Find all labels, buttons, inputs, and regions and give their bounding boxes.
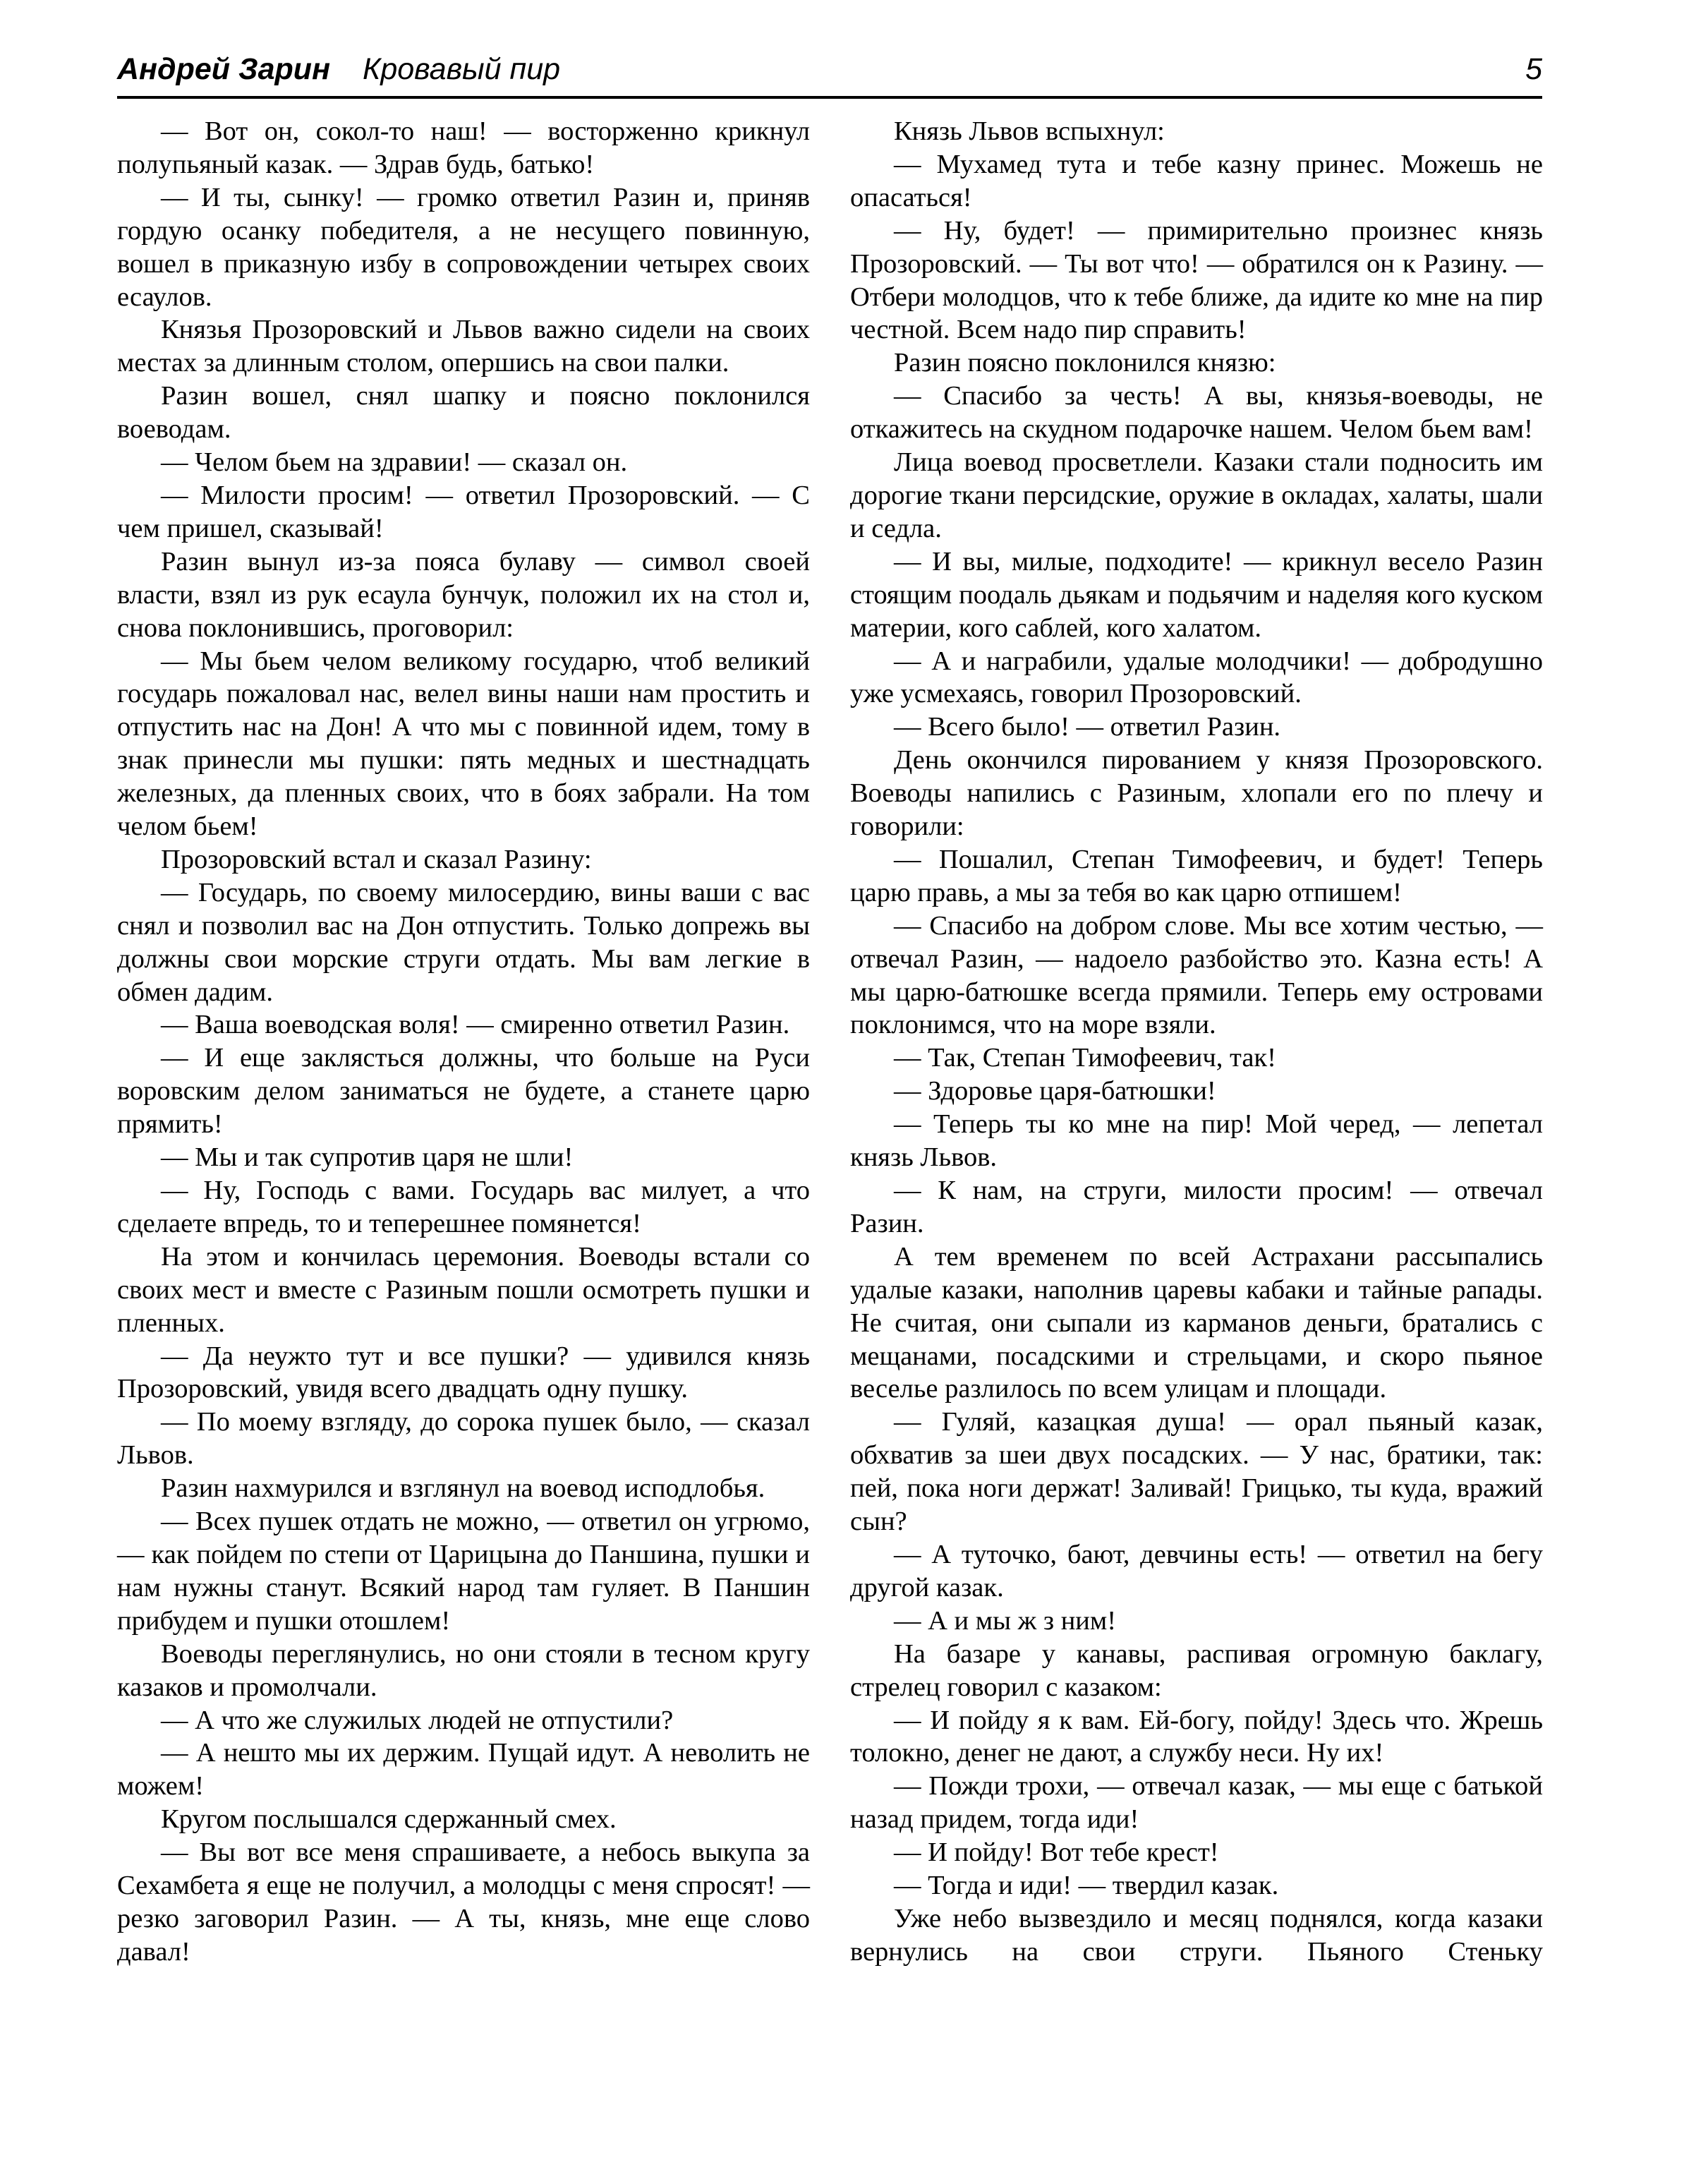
paragraph: — По моему взгляду, до сорока пушек было, — сказал Львов. [117, 1407, 810, 1471]
paragraph: — И вы, милые, подходите! — крикнул весело Разин стоящим поодаль дьякам и подьячим и наделяя кого куском материи, кого саблей, кого халатом. [850, 546, 1543, 643]
paragraph: — Вы вот все меня спрашиваете, а небось выкупа за Сехамбета я еще не получил, а молодцы с меня спросят! — резко заговорил Разин. — А ты, князь, мне еще слово давал! [117, 1837, 810, 1967]
text-column-left [117, 115, 810, 1969]
paragraph: Прозоровский встал и сказал Разину: [161, 844, 592, 874]
paragraph: — А и награбили, удалые молодчики! — добродушно уже усмехаясь, говорил Прозоровский. [850, 646, 1543, 709]
paragraph: — Спасибо на добром слове. Мы все хотим честью, — отвечал Разин, — надоело разбойство это. Казна есть! А мы царю-батюшке всегда прямили. Теперь ему островами поклонимся, что на море взяли. [850, 910, 1543, 1040]
paragraph: А тем временем по всей Астрахани рассыпались удалые казаки, наполнив царевы кабаки и тайные рапады. Не считая, они сыпали из карманов деньги, братались с мещанами, посадскими и стрельцами, и скоро пьяное веселье разлилось по всем улицам и площади. [850, 1241, 1543, 1404]
paragraph: — А что же служилых людей не отпустили? [161, 1705, 674, 1735]
paragraph: — Ну, будет! — примирительно произнес князь Прозоровский. — Ты вот что! — обратился он к Разину. — Отбери молодцов, что к тебе ближе, да идите ко мне на пир честной. Всем надо пир справить! [850, 215, 1543, 345]
paragraph: — Пошалил, Степан Тимофеевич, и будет! Теперь царю правь, а мы за тебя во как царю отпишем! [850, 844, 1543, 907]
paragraph: Кругом послышался сдержанный смех. [161, 1804, 617, 1835]
paragraph: — Гуляй, казацкая душа! — орал пьяный казак, обхватив за шеи двух посадских. — У нас, братики, так: пей, пока ноги держат! Заливай! Грицько, ты куда, вражий сын? [850, 1407, 1543, 1537]
paragraph: На этом и кончилась церемония. Воеводы встали со своих мест и вместе с Разиным пошли осмотреть пушки и пленных. [117, 1241, 810, 1338]
paragraph: Лица воевод просветлели. Казаки стали подносить им дорогие ткани персидские, оружие в окладах, халаты, шали и седла. [850, 447, 1543, 543]
paragraph: — И пойду! Вот тебе крест! [894, 1837, 1219, 1868]
paragraph: Разин поясно поклонился князю: [894, 348, 1276, 378]
paragraph: — Спасибо за честь! А вы, князья-воеводы, не откажитесь на скудном подарочке нашем. Челом бьем вам! [850, 381, 1543, 445]
text-column-right [850, 115, 1543, 1969]
paragraph: — И еще заклясться должны, что больше на Руси воровским делом заниматься не будете, а станете царю прямить! [117, 1043, 810, 1140]
paragraph: — Тогда и иди! — твердил казак. [894, 1871, 1279, 1901]
paragraph: Разин вынул из-за пояса булаву — символ своей власти, взял из рук есаула бунчук, положил их на стол и, снова поклонившись, проговорил: [117, 546, 810, 643]
paragraph: День окончился пированием у князя Прозоровского. Воеводы напились с Разиным, хлопали его по плечу и говорили: [850, 745, 1543, 842]
paragraph: — К нам, на струги, милости просим! — отвечал Разин. [850, 1176, 1543, 1238]
paragraph: — Всего было! — ответил Разин. [894, 712, 1281, 742]
paragraph: — И пойду я к вам. Ей-богу, пойду! Здесь что. Жрешь толокно, денег не дают, а службу неси. Ну их! [850, 1705, 1543, 1768]
header-rule [117, 96, 1542, 99]
running-header [117, 45, 1542, 93]
paragraph: — Здоровье царя-батюшки! [894, 1076, 1216, 1106]
paragraph: Воеводы переглянулись, но они стояли в тесном кругу казаков и промолчали. [117, 1638, 810, 1702]
paragraph: — Так, Степан Тимофеевич, так! [894, 1043, 1276, 1073]
paragraph: Князь Львов вспыхнул: [894, 116, 1165, 146]
paragraph: — Ну, Господь с вами. Государь вас милует, а что сделаете впредь, то и теперешнее помянется! [117, 1176, 810, 1238]
paragraph: — Теперь ты ко мне на пир! Мой черед, — лепетал князь Львов. [850, 1109, 1543, 1173]
paragraph: Князья Прозоровский и Львов важно сидели на своих местах за длинным столом, опершись на свои палки. [117, 315, 810, 378]
paragraph: — Государь, по своему милосердию, вины ваши с вас снял и позволил вас на Дон отпустить. Только допрежь вы должны свои морские струги отдать. Мы вам легкие в обмен дадим. [117, 877, 810, 1007]
paragraph: Разин вошел, снял шапку и поясно поклонился воеводам. [117, 381, 810, 445]
paragraph: — Ваша воеводская воля! — смиренно ответил Разин. [161, 1010, 790, 1040]
paragraph: — Всех пушек отдать не можно, — ответил он угрюмо, — как пойдем по степи от Царицына до Паншина, пушки и нам нужны станут. Всякий народ там гуляет. В Паншин прибудем и пушки отошлем! [117, 1507, 810, 1636]
header-author: Андрей Зарин [117, 52, 331, 86]
page-number: 5 [1525, 52, 1542, 86]
paragraph: — Да неужто тут и все пушки? — удивился князь Прозоровский, увидя всего двадцать одну пушку. [117, 1341, 810, 1404]
paragraph: — А и мы ж з ним! [894, 1605, 1117, 1636]
header-book-title: Кровавый пир [363, 52, 561, 86]
paragraph: — Мы бьем челом великому государю, чтоб великий государь пожаловал нас, велел вины наши нам простить и отпустить нас на Дон! А что мы с повинной идем, тому в знак принесли мы пушки: пять медных и шестнадцать железных, да пленных своих, что в боях забрали. На том челом бьем! [117, 646, 810, 842]
paragraph: — Вот он, сокол-то наш! — восторженно крикнул полупьяный казак. — Здрав будь, батько! [117, 116, 810, 179]
paragraph: — А нешто мы их держим. Пущай идут. А неволить не можем! [117, 1738, 810, 1801]
paragraph: На базаре у канавы, распивая огромную баклагу, стрелец говорил с казаком: [850, 1638, 1543, 1702]
paragraph: — И ты, сынку! — громко ответил Разин и, приняв гордую осанку победителя, а не несущего повинную, вошел в приказную избу в сопровождении четырех своих есаулов. [117, 182, 810, 312]
paragraph: — Мухамед тута и тебе казну принес. Можешь не опасаться! [850, 149, 1543, 212]
paragraph: — Милости просим! — ответил Прозоровский. — С чем пришел, сказывай! [117, 480, 810, 543]
paragraph: Разин нахмурился и взглянул на воевод исподлобья. [161, 1473, 765, 1504]
paragraph: — Пожди трохи, — отвечал казак, — мы еще с батькой назад придем, тогда иди! [850, 1771, 1543, 1835]
paragraph: — Челом бьем на здравии! — сказал он. [161, 447, 628, 478]
paragraph: — А туточко, бают, девчины есть! — ответил на бегу другой казак. [850, 1539, 1543, 1602]
paragraph: Уже небо вызвездило и месяц поднялся, когда казаки вернулись на свои струги. Пьяного Стеньку [850, 1903, 1543, 1967]
paragraph: — Мы и так супротив царя не шли! [161, 1142, 574, 1173]
